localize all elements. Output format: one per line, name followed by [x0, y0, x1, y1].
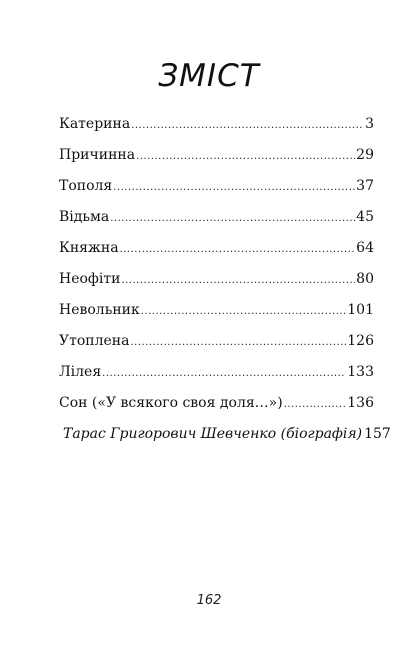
toc-entry[interactable] — [59, 144, 374, 175]
toc-entry-page: 29 — [356, 147, 374, 163]
page-number: 162 — [196, 593, 222, 608]
toc-entry-title: Відьма — [59, 209, 110, 225]
page-title: ЗМІСТ — [158, 58, 260, 94]
toc-entry-title: Лілея — [59, 364, 102, 380]
toc-entry[interactable] — [59, 237, 374, 268]
toc-entry-page: 3 — [365, 116, 374, 132]
toc-entry-title: Тополя — [59, 178, 113, 194]
toc-entry[interactable] — [59, 330, 374, 361]
toc-entry[interactable] — [59, 113, 374, 144]
dot-leader — [121, 270, 355, 292]
dot-leader — [284, 394, 347, 416]
toc-entry-title: Сон («У всякого своя доля…») — [59, 395, 283, 411]
dot-leader — [110, 208, 355, 230]
toc-entry-biography[interactable] — [59, 423, 391, 454]
toc-entry[interactable] — [59, 392, 374, 423]
toc-entry-page: 133 — [347, 364, 374, 380]
toc-entry-page: 37 — [356, 178, 374, 194]
toc-entry-page: 101 — [347, 302, 374, 318]
toc-entry-page: 45 — [356, 209, 374, 225]
dot-leader — [136, 146, 355, 168]
toc-entry[interactable] — [59, 299, 374, 330]
toc-entry[interactable] — [59, 175, 374, 206]
dot-leader — [141, 301, 347, 323]
toc-entry-page: 157 — [364, 426, 391, 442]
toc-entry-title: Княжна — [59, 240, 119, 256]
toc-entry-page: 80 — [356, 271, 374, 287]
toc-entry[interactable] — [59, 361, 374, 392]
dot-leader — [120, 239, 356, 261]
toc-entry-title: Невольник — [59, 302, 140, 318]
toc-entry-title: Катерина — [59, 116, 131, 132]
toc-entry-title: Неофіти — [59, 271, 121, 287]
table-of-contents — [59, 113, 391, 454]
dot-leader — [113, 177, 355, 199]
toc-entry[interactable] — [59, 268, 374, 299]
toc-entry-page: 136 — [347, 395, 374, 411]
toc-entry-page: 64 — [356, 240, 374, 256]
dot-leader — [131, 115, 364, 137]
toc-entry-title: Утоплена — [59, 333, 130, 349]
toc-entry-title: Тарас Григорович Шевченко (біографія) — [63, 426, 363, 442]
dot-leader — [130, 332, 346, 354]
toc-entry-page: 126 — [347, 333, 374, 349]
dot-leader — [102, 363, 346, 385]
toc-entry[interactable] — [59, 206, 374, 237]
toc-entry-title: Причинна — [59, 147, 136, 163]
